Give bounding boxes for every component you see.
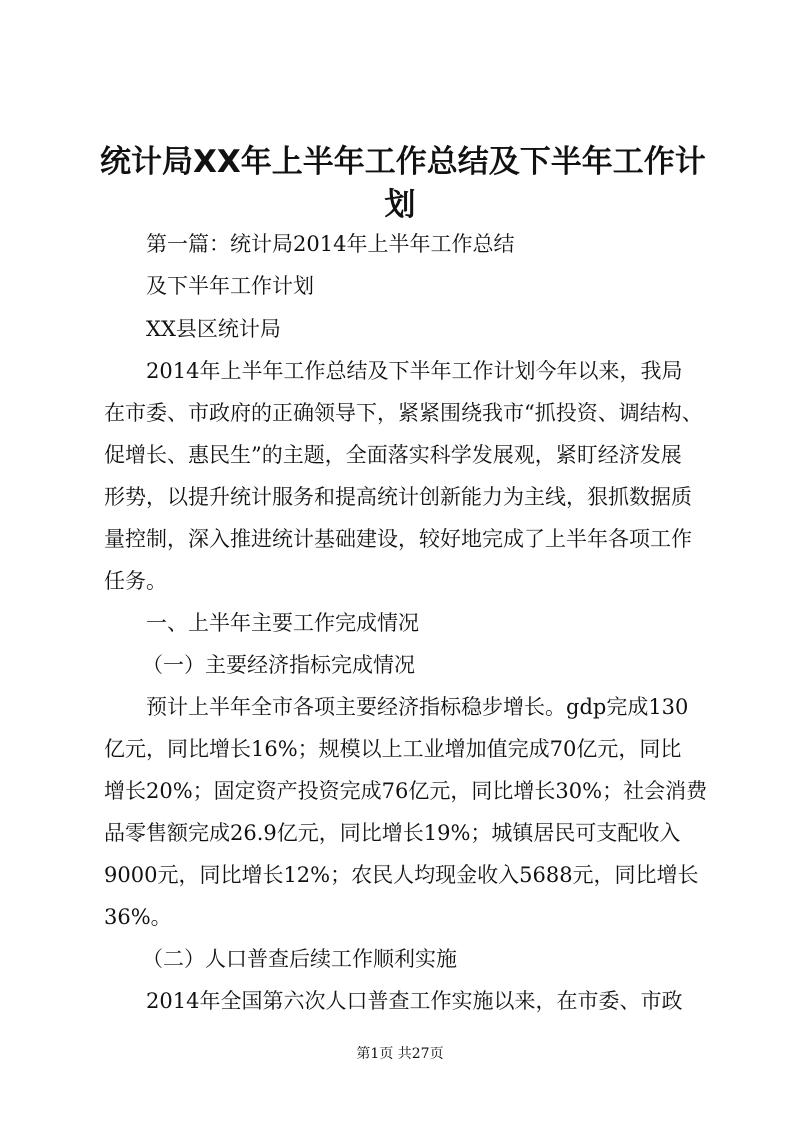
body-line: 36%。 (104, 905, 172, 929)
subsection-heading: （二）人口普查后续工作顺利实施 (142, 947, 457, 971)
document-title-line-2: 划 (384, 187, 416, 223)
body-line: 量控制，深入推进统计基础建设，较好地完成了上半年各项工作 (104, 527, 692, 551)
subsection-heading: （一）主要经济指标完成情况 (142, 653, 415, 677)
page-footer: 第1页 共27页 (356, 1046, 444, 1062)
body-line: 品零售额完成26.9亿元，同比增长19%；城镇居民可支配收入 (104, 821, 681, 845)
section-heading-continued: 及下半年工作计划 (146, 274, 314, 298)
body-line: 预计上半年全市各项主要经济指标稳步增长。gdp完成130 (146, 695, 689, 719)
body-line: 形势，以提升统计服务和提高统计创新能力为主线，狠抓数据质 (104, 485, 692, 509)
subsection-heading: 一、上半年主要工作完成情况 (146, 611, 419, 635)
body-line: 亿元，同比增长16%；规模以上工业增加值完成70亿元，同比 (104, 737, 682, 761)
body-line: 2014年上半年工作总结及下半年工作计划今年以来，我局 (146, 359, 683, 383)
body-line: 在市委、市政府的正确领导下，紧紧围绕我市“抓投资、调结构、 (104, 401, 703, 425)
section-heading: 第一篇：统计局2014年上半年工作总结 (146, 232, 515, 256)
document-title-line-1: 统计局XX年上半年工作总结及下半年工作计 (100, 144, 706, 180)
body-line: 促增长、惠民生”的主题，全面落实科学发展观，紧盯经济发展 (104, 443, 682, 467)
body-line: 增长20%；固定资产投资完成76亿元，同比增长30%；社会消费 (104, 779, 708, 803)
author-line: XX县区统计局 (146, 317, 281, 341)
body-line: 9000元，同比增长12%；农民人均现金收入5688元，同比增长 (104, 863, 699, 887)
body-line: 2014年全国第六次人口普查工作实施以来，在市委、市政 (146, 989, 683, 1013)
body-line: 任务。 (104, 569, 167, 593)
